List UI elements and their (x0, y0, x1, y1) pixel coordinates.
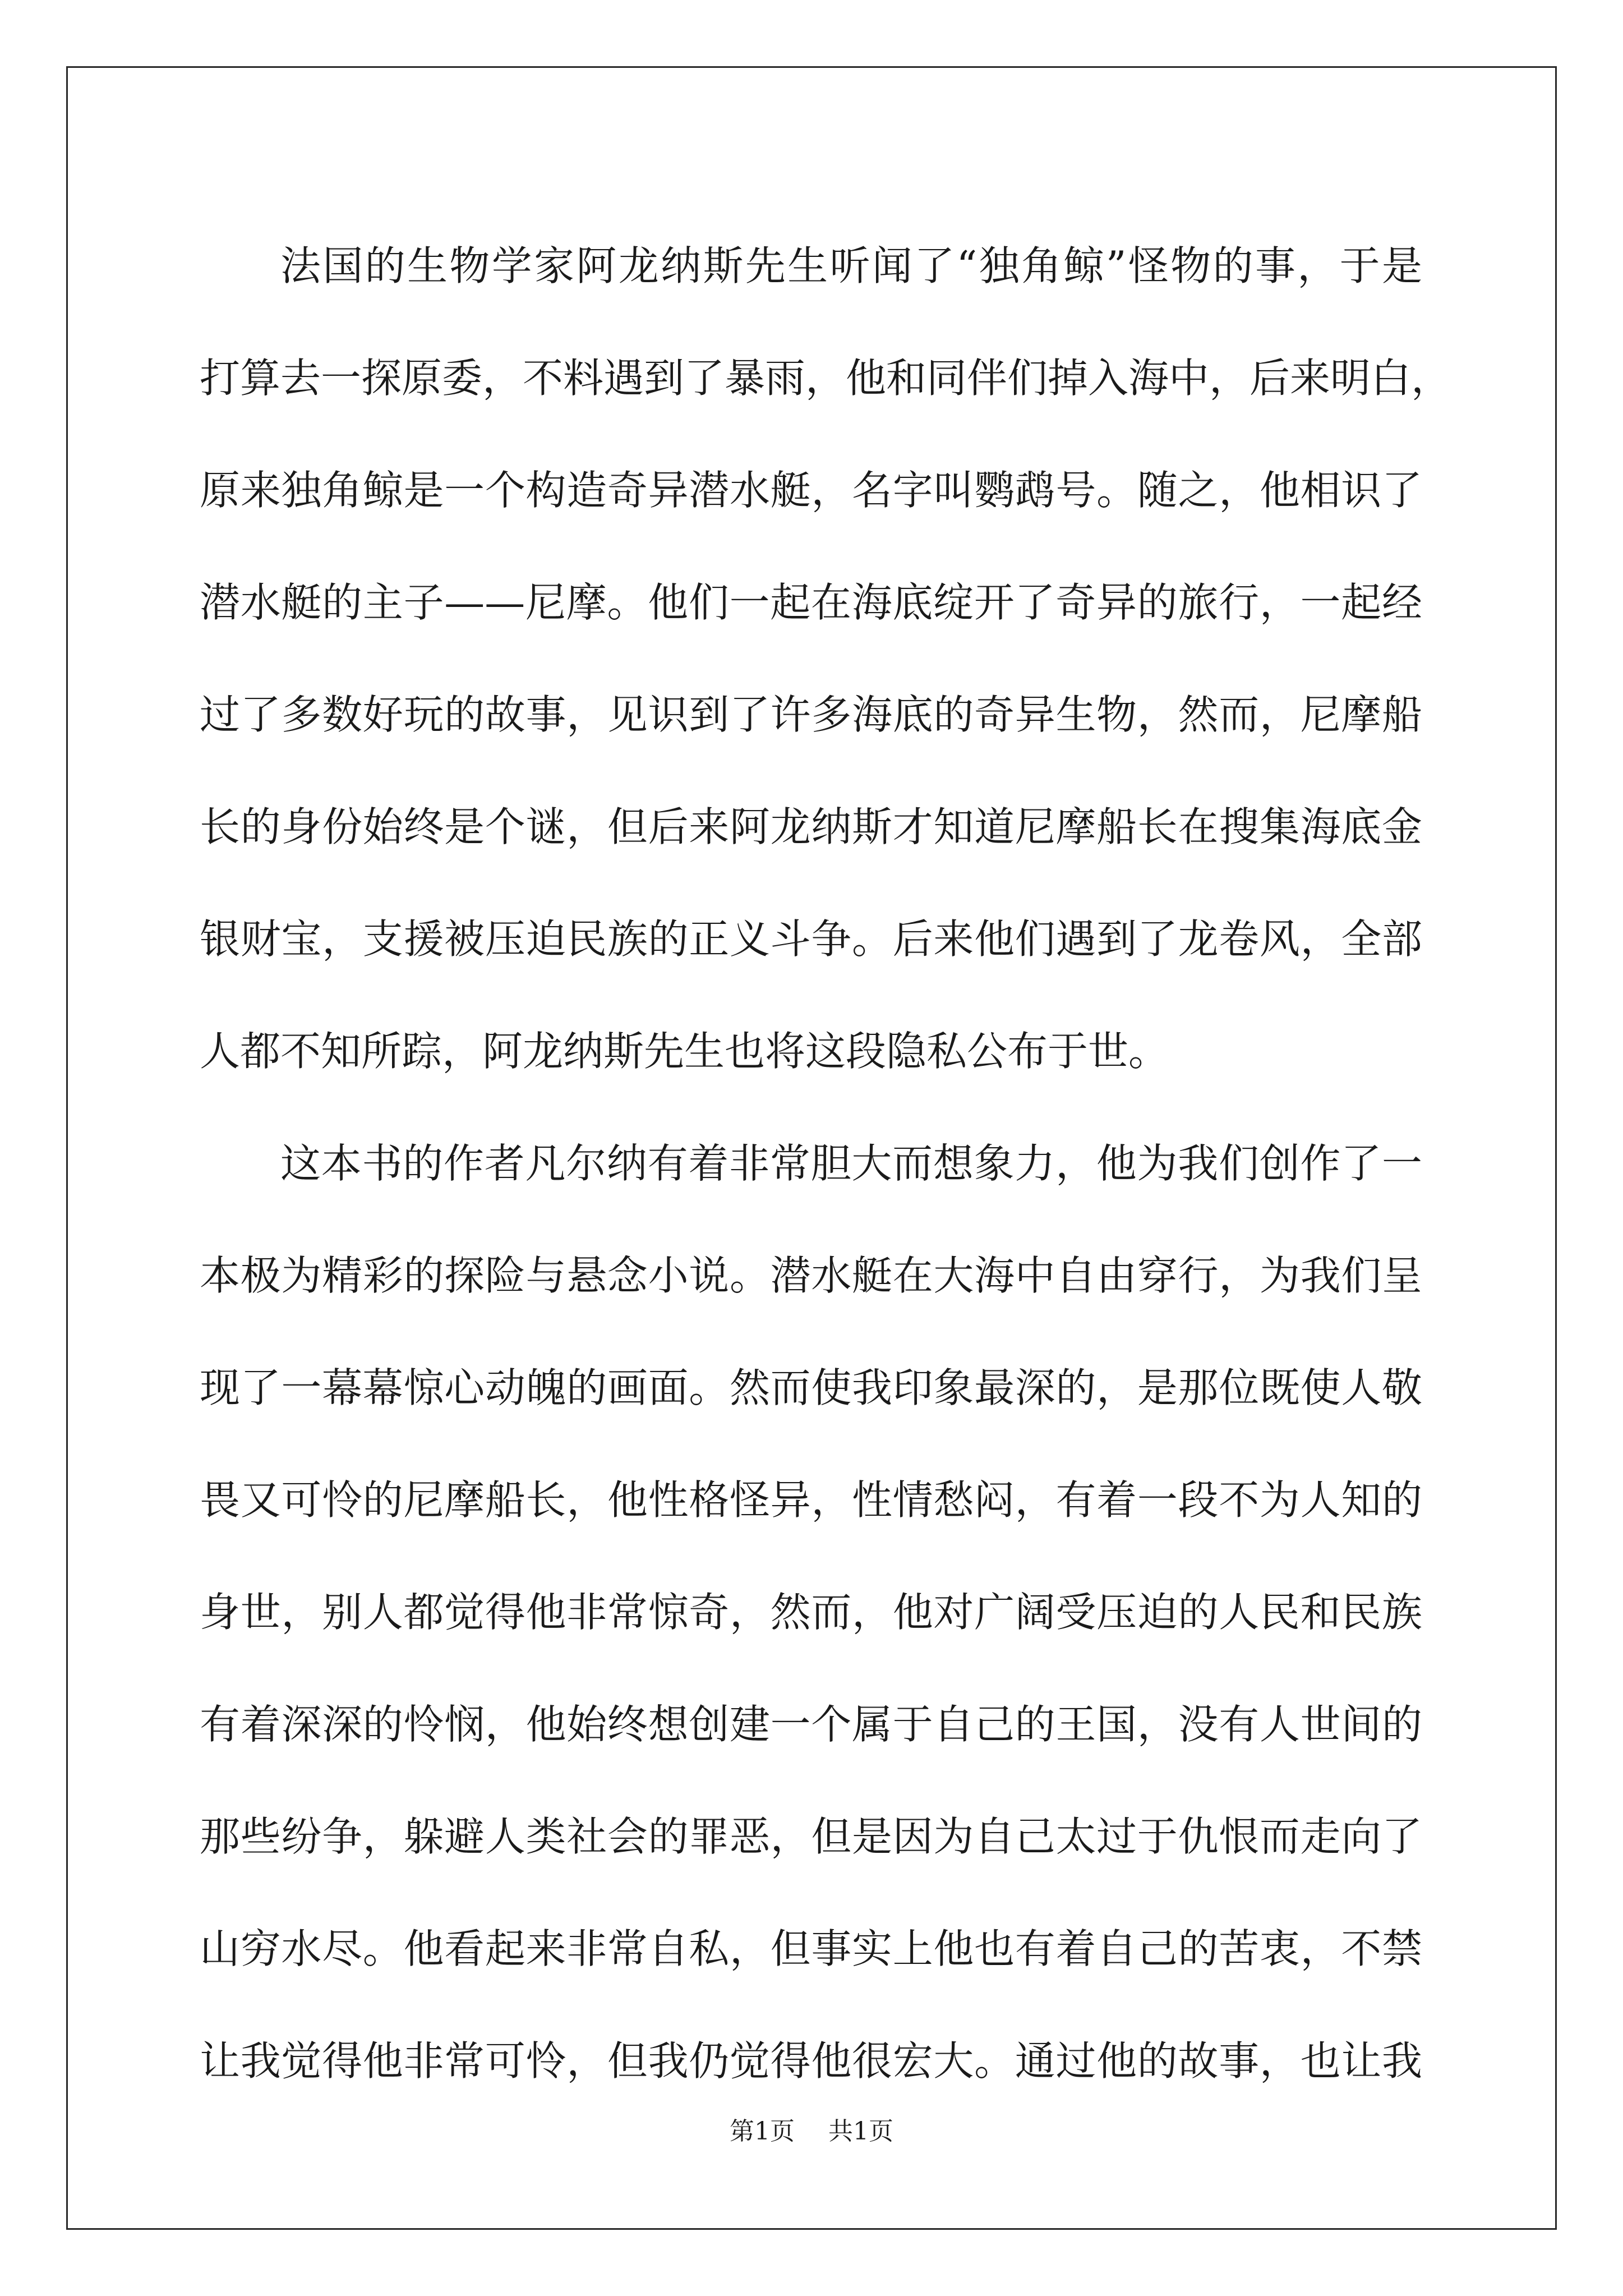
paragraph-1-line-1: 法国的生物学家阿龙纳斯先生听闻了“独角鲸”怪物的事，于是 (280, 242, 1422, 289)
paragraph-2-line-3: 现了一幕幕惊心动魄的画面。然而使我印象最深的，是那位既使人敬 (200, 1364, 1422, 1411)
document-body (200, 210, 1452, 2117)
paragraph-2-line-8: 山穷水尽。他看起来非常自私，但事实上他也有着自己的苦衷，不禁 (200, 1925, 1422, 1972)
paragraph-2-line-4: 畏又可怜的尼摩船长，他性格怪异，性情愁闷，有着一段不为人知的 (200, 1476, 1422, 1524)
paragraph-2-line-1: 这本书的作者凡尔纳有着非常胆大而想象力，他为我们创作了一 (280, 1140, 1422, 1187)
paragraph-1-line-7: 银财宝，支援被压迫民族的正义斗争。后来他们遇到了龙卷风，全部 (200, 915, 1422, 963)
paragraph-2-line-2: 本极为精彩的探险与悬念小说。潜水艇在大海中自由穿行，为我们呈 (200, 1252, 1422, 1299)
paragraph-1-line-6: 长的身份始终是个谜，但后来阿龙纳斯才知道尼摩船长在搜集海底金 (200, 803, 1422, 850)
paragraph-2-line-9: 让我觉得他非常可怜，但我仍觉得他很宏大。通过他的故事，也让我 (200, 2037, 1422, 2085)
page-total: 共1页 (828, 2117, 893, 2146)
paragraph-1-line-2: 打算去一探原委，不料遇到了暴雨，他和同伴们掉入海中，后来明白， (200, 355, 1452, 402)
paragraph-2-line-7: 那些纷争，躲避人类社会的罪恶，但是因为自己太过于仇恨而走向了 (200, 1813, 1422, 1860)
paragraph-1-line-3: 原来独角鲸是一个构造奇异潜水艇，名字叫鹦鹉号。随之，他相识了 (200, 467, 1422, 514)
paragraph-2-line-6: 有着深深的怜悯，他始终想创建一个属于自己的王国，没有人世间的 (200, 1701, 1422, 1748)
paragraph-2-line-5: 身世，别人都觉得他非常惊奇，然而，他对广阔受压迫的人民和民族 (200, 1589, 1422, 1636)
page-footer (0, 2115, 1623, 2148)
page-number: 第1页 (730, 2117, 795, 2146)
paragraph-1-line-4: 潜水艇的主子——尼摩。他们一起在海底绽开了奇异的旅行，一起经 (200, 579, 1422, 626)
paragraph-1-line-5: 过了多数好玩的故事，见识到了许多海底的奇异生物，然而，尼摩船 (200, 691, 1422, 738)
paragraph-1-line-8: 人都不知所踪，阿龙纳斯先生也将这段隐私公布于世。 (200, 1028, 1169, 1075)
